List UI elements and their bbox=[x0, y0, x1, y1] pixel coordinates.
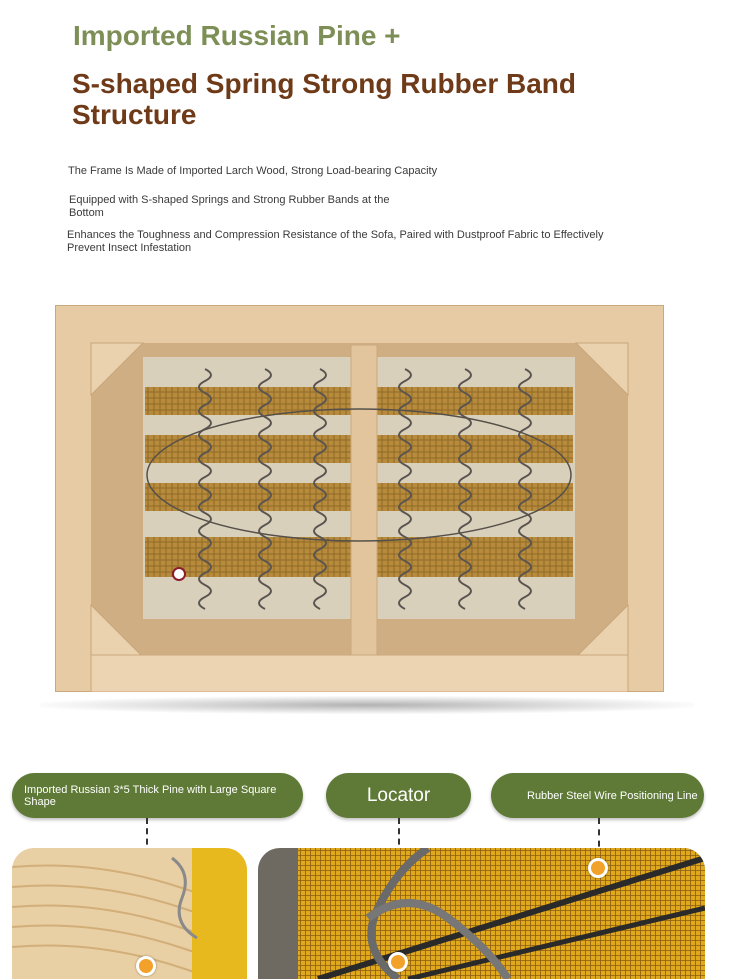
spring-webbing-detail-photo bbox=[258, 848, 705, 979]
title-line-2: S-shaped Spring Strong Rubber Band Structure bbox=[72, 68, 577, 130]
pine-wood-detail-photo bbox=[12, 848, 247, 979]
marker-dot-steel-wire bbox=[588, 858, 608, 878]
description-line-1: The Frame Is Made of Imported Larch Wood, Strong Load-bearing Capacity bbox=[68, 165, 438, 177]
marker-dot-locator bbox=[388, 952, 408, 972]
callout-locator bbox=[326, 773, 471, 818]
callout-pine-frame bbox=[12, 773, 303, 818]
description-line-3: Enhances the Toughness and Compression Resistance of the Sofa, Paired with Dustproof Fabric to Effectively Prevent Insect Infestation bbox=[67, 229, 604, 254]
description-line-2: Equipped with S-shaped Springs and Strong Rubber Bands at the Bottom bbox=[69, 194, 390, 219]
callout-steel-wire-label: Rubber Steel Wire Positioning Line bbox=[527, 789, 698, 802]
callout-pine-frame-label: Imported Russian 3*5 Thick Pine with Large Square Shape bbox=[24, 783, 277, 808]
callout-locator-label: Locator bbox=[366, 784, 431, 806]
sofa-shadow bbox=[40, 696, 694, 714]
marker-dot-pine bbox=[136, 956, 156, 976]
title-line-1: Imported Russian Pine + bbox=[73, 20, 401, 51]
callout-steel-wire bbox=[491, 773, 704, 818]
sofa-frame-image bbox=[55, 305, 664, 692]
